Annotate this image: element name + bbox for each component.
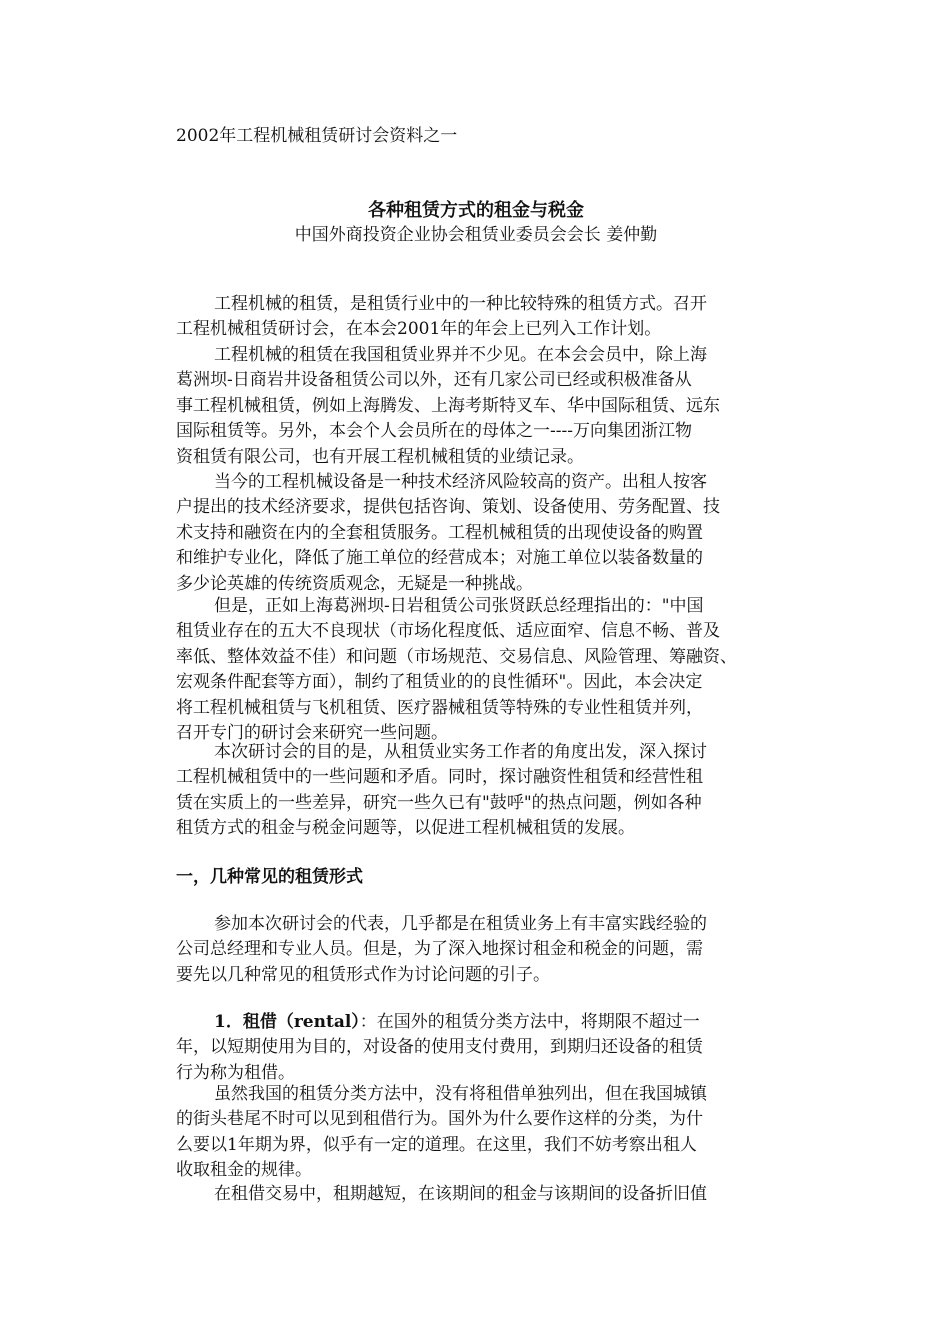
paragraph-line: 葛洲坝-日商岩井设备租赁公司以外，还有几家公司已经或积极准备从 bbox=[176, 370, 692, 391]
paragraph-line: 的街头巷尾不时可以见到租借行为。国外为什么要作这样的分类，为什 bbox=[176, 1109, 703, 1130]
item-1-paragraph-1 bbox=[176, 1082, 776, 1184]
paragraph-line: 么要以1年期为界，似乎有一定的道理。在这里，我们不妨考察出租人 bbox=[176, 1134, 697, 1155]
document-caption: 2002年工程机械租赁研讨会资料之一 bbox=[176, 126, 458, 146]
document-author: 中国外商投资企业协会租赁业委员会会长 姜仲勤 bbox=[294, 225, 658, 245]
paragraph-line: 赁在实质上的一些差异，研究一些久已有"鼓呼"的热点问题，例如各种 bbox=[176, 792, 702, 813]
paragraph-line: 术支持和融资在内的全套租赁服务。工程机械租赁的出现使设备的购置 bbox=[176, 522, 703, 543]
paragraph-line: 租赁业存在的五大不良现状（市场化程度低、适应面窄、信息不畅、普及 bbox=[176, 621, 720, 642]
paragraph-line: 资租赁有限公司，也有开展工程机械租赁的业绩记录。 bbox=[176, 446, 584, 467]
paragraph-line: 虽然我国的租赁分类方法中，没有将租借单独列出，但在我国城镇 bbox=[214, 1084, 707, 1104]
paragraph-line: 事工程机械租赁，例如上海腾发、上海考斯特叉车、华中国际租赁、远东 bbox=[176, 395, 720, 416]
document-title: 各种租赁方式的租金与税金 bbox=[368, 200, 584, 221]
intro-paragraph-2 bbox=[176, 343, 776, 470]
item-1-first-line: ：在国外的租赁分类方法中，将期限不超过一 bbox=[359, 1012, 700, 1032]
paragraph-line: 参加本次研讨会的代表，几乎都是在租赁业务上有丰富实践经验的 bbox=[214, 914, 707, 934]
paragraph-line: 但是，正如上海葛洲坝-日岩租赁公司张贤跃总经理指出的："中国 bbox=[214, 596, 704, 616]
paragraph-line: 年，以短期使用为目的，对设备的使用支付费用，到期归还设备的租赁 bbox=[176, 1037, 703, 1058]
paragraph-line: 召开专门的研讨会来研究一些问题。 bbox=[176, 722, 448, 743]
paragraph-line: 将工程机械租赁与飞机租赁、医疗器械租赁等特殊的专业性租赁并列， bbox=[176, 697, 703, 718]
paragraph-line: 行为称为租借。 bbox=[176, 1062, 295, 1083]
paragraph-line: 本次研讨会的目的是，从租赁业实务工作者的角度出发，深入探讨 bbox=[214, 742, 707, 762]
paragraph-line: 率低、整体效益不佳）和问题（市场规范、交易信息、风险管理、筹融资、 bbox=[176, 646, 737, 667]
intro-paragraph-1 bbox=[176, 292, 776, 343]
paragraph-line: 租赁方式的租金与税金问题等，以促进工程机械租赁的发展。 bbox=[176, 818, 635, 839]
paragraph-line: 要先以几种常见的租赁形式作为讨论问题的引子。 bbox=[176, 964, 550, 985]
paragraph-line: 公司总经理和专业人员。但是，为了深入地探讨租金和税金的问题，需 bbox=[176, 939, 703, 960]
item-1-paragraph-2 bbox=[176, 1182, 776, 1207]
paragraph-line: 工程机械的租赁在我国租赁业界并不少见。在本会会员中，除上海 bbox=[214, 345, 707, 365]
intro-paragraph-3 bbox=[176, 470, 776, 597]
intro-paragraph-5 bbox=[176, 740, 776, 842]
item-1-term: 1．租借（rental） bbox=[214, 1012, 360, 1032]
paragraph-line: 当今的工程机械设备是一种技术经济风险较高的资产。出租人按客 bbox=[214, 472, 707, 492]
section-heading: 一，几种常见的租赁形式 bbox=[176, 867, 363, 887]
paragraph-line: 工程机械租赁中的一些问题和矛盾。同时，探讨融资性租赁和经营性租 bbox=[176, 767, 703, 788]
paragraph-line: 户提出的技术经济要求，提供包括咨询、策划、设备使用、劳务配置、技 bbox=[176, 497, 720, 518]
paragraph-line: 国际租赁等。另外，本会个人会员所在的母体之一----万向集团浙江物 bbox=[176, 421, 692, 442]
intro-paragraph-4 bbox=[176, 594, 776, 746]
paragraph-line: 多少论英雄的传统资质观念，无疑是一种挑战。 bbox=[176, 573, 533, 594]
paragraph-line: 和维护专业化，降低了施工单位的经营成本；对施工单位以装备数量的 bbox=[176, 548, 703, 569]
paragraph-line: 工程机械租赁研讨会，在本会2001年的年会上已列入工作计划。 bbox=[176, 319, 662, 340]
paragraph-line: 在租借交易中，租期越短，在该期间的租金与该期间的设备折旧值 bbox=[214, 1184, 707, 1204]
paragraph-line bbox=[176, 1010, 776, 1035]
item-1-definition bbox=[176, 1010, 776, 1086]
paragraph-line: 收取租金的规律。 bbox=[176, 1160, 312, 1181]
section-paragraph bbox=[176, 912, 776, 988]
paragraph-line: 宏观条件配套等方面），制约了租赁业的的良性循环"。因此，本会决定 bbox=[176, 672, 703, 693]
paragraph-line: 工程机械的租赁，是租赁行业中的一种比较特殊的租赁方式。召开 bbox=[214, 294, 707, 314]
